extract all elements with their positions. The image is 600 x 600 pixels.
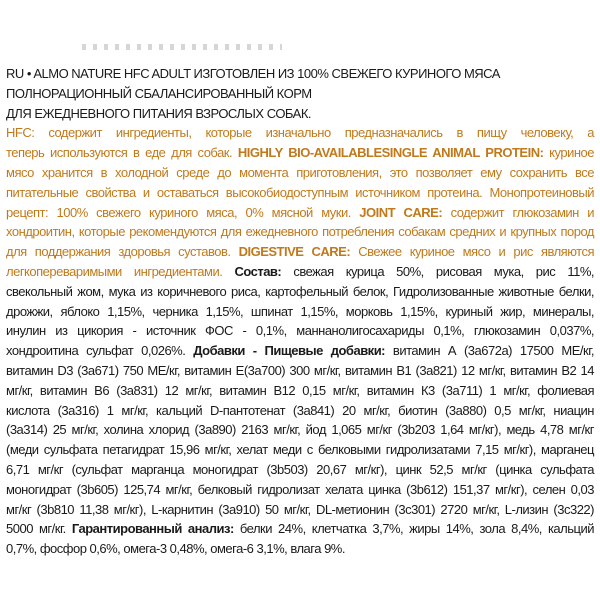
digestive-care-heading: DIGESTIVE CARE: — [238, 244, 351, 260]
additives-line-4: кислота (3а316) 1 мг/кг, кальций D-пантотенат (3а841) 20 мг/кг, биотин (3а880) 0,5 мг/кг, ниацин — [6, 402, 594, 418]
header-line-3: ДЛЯ ЕЖЕДНЕВНОГО ПИТАНИЯ ВЗРОСЛЫХ СОБАК. — [6, 105, 312, 121]
additives-line-7: 6,71 мг/кг (сульфат марганца моногидрат (3b503) 20,67 мг/кг), цинк 52,5 мг/кг (цинка сульфата — [6, 461, 594, 477]
hfc-text: теперь используются в еде для собак. — [6, 145, 238, 161]
analysis-line-2: 0,7%, фосфор 0,6%, омега-3 0,48%, омега-6 3,1%, влага 9%. — [6, 541, 345, 557]
recipe-text: рецепт: 100% свежего куриного мяса, 0% мясной муки. — [6, 204, 360, 220]
joint-care-heading: JOINT CARE: — [359, 204, 443, 220]
additives-text-end: 5000 мг/кг. — [6, 521, 66, 537]
protein-line-2: питательные свойства и оставаться высокобиодоступным источником протеина. Монопротеиновый — [6, 184, 594, 200]
composition-line-2: свекольный жом, мука из коричневого риса, картофельный белок, Гидролизованные животные белки, — [6, 283, 594, 299]
composition-line-4: инулин из цикория - источник ФОС - 0,1%, маннанолигосахариды 0,1%, глюкозамин 0,037%, — [6, 323, 594, 339]
additives-line-6: (меди сульфата петагидрат 15,96 мг/кг, хелат меди с белковыми гидролизатами 7,15 мг/кг), марганец — [6, 442, 594, 458]
additives-line-2: витамин D3 (3а671) 750 МЕ/кг, витамин Е(3а700) 300 мг/кг, витамин В1 (3а821) 12 мг/кг, витамин В2 14 — [6, 362, 594, 378]
analysis-text-1: белки 24%, клетчатка 3,7%, жиры 14%, зола 8,4%, кальций — [239, 521, 594, 537]
composition-heading: Состав: — [234, 263, 282, 279]
hfc-line-2 — [6, 143, 594, 163]
digestive-care-text-end: легкопереваримыми ингредиентами. — [6, 263, 223, 279]
protein-heading: HIGHLY BIO-AVAILABLESINGLE ANIMAL PROTEIN: — [237, 145, 544, 161]
digestive-care-text-start: Свежее куриное мясо и рис являются — [350, 244, 595, 260]
header-line-2: ПОЛНОРАЦИОННЫЙ СБАЛАНСИРОВАННЫЙ КОРМ — [6, 85, 312, 101]
additives-text-1: витамин А (3а672а) 17500 МЕ/кг, — [392, 343, 594, 359]
joint-care-text-start: содержит глюкозамин и — [442, 204, 595, 220]
additives-line-9: мг/кг (3b810 11,38 мг/кг), L-карнитин (3а910) 50 мг/кг, DL-метионин (3с301) 2720 мг/кг, L-лизин (3с322) — [6, 501, 594, 517]
additives-heading: Добавки - Пищевые добавки: — [193, 343, 386, 359]
protein-line-3 — [6, 203, 594, 223]
analysis-heading: Гарантированный анализ: — [71, 521, 234, 537]
protein-line-1: мясо хранится в холодной среде до момента приготовления, это позволяет ему сохранить все — [6, 164, 594, 180]
joint-line-2 — [6, 242, 594, 262]
additives-line-3: мг/кг, витамин В6 (3а831) 12 мг/кг, витамин В12 0,15 мг/кг, витамин К3 (3а711) 1 мг/кг, фолиевая — [6, 382, 594, 398]
additives-line-1 — [6, 341, 594, 361]
composition-line-3: дрожжи, яблоко 1,15%, черника 1,15%, шпинат 1,15%, морковь 1,15%, куриный жир, минералы, — [6, 303, 594, 319]
product-label-text — [6, 64, 594, 559]
composition-line-1 — [6, 262, 594, 282]
joint-line-1: хондроитин, которые рекомендуются для ежедневного потребления собакам средних и крупных пород — [6, 224, 594, 240]
hfc-line-1: HFC: содержит ингредиенты, которые изначально предназначались в пищу человеку, а — [6, 125, 594, 141]
composition-text-1: свежая курица 50%, рисовая мука, рис 11%, — [293, 263, 594, 279]
joint-text-end: для поддержания здоровья суставов. — [6, 244, 239, 260]
additives-line-5: (3а314) 25 мг/кг, холина хлорид (3а890) 2163 мг/кг, йод 1,065 мг/кг (3b203 1,64 мг/кг), медь 4,78 мг/кг — [6, 422, 594, 438]
additives-line-8: моногидрат (3b605) 125,74 мг/кг, белковый гидролизат хелата цинка (3b612) 151,37 мг/кг), селен 0,03 — [6, 481, 594, 497]
composition-text-end: хондроитина сульфат 0,026%. — [6, 343, 186, 359]
header-line-1: RU • ALMO NATURE HFC ADULT ИЗГОТОВЛЕН ИЗ 100% СВЕЖЕГО КУРИНОГО МЯСА — [6, 66, 500, 81]
protein-text-start: куриное — [543, 145, 594, 161]
analysis-line-1 — [6, 519, 594, 539]
cropped-text-remnant — [82, 44, 282, 50]
